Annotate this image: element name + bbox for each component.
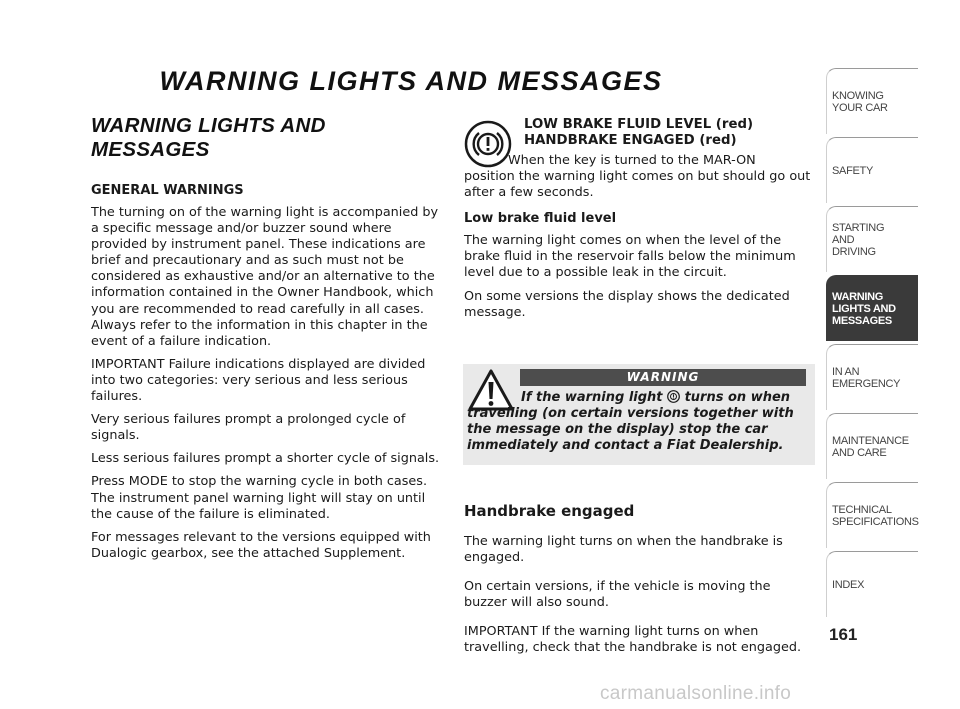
title-line: HANDBRAKE ENGAGED (red) <box>524 133 737 148</box>
warning-text-part: turns on when <box>684 390 791 405</box>
paragraph: Press MODE to stop the warning cycle in both cases. The instrument panel warning light will stay on until the cause of the failure is eliminated. <box>91 474 428 522</box>
section-heading: WARNING LIGHTS AND MESSAGES <box>91 114 326 161</box>
page-number: 161 <box>829 625 858 644</box>
paragraph: Less serious failures prompt a shorter cycle of signals. <box>91 451 440 467</box>
paragraph: For messages relevant to the versions equipped with Dualogic gearbox, see the attached Supplement. <box>91 529 431 561</box>
title-line: LOW BRAKE FLUID LEVEL (red) <box>524 117 754 132</box>
warning-box <box>463 364 815 465</box>
tab-in-an-emergency[interactable]: IN AN EMERGENCY <box>826 344 918 410</box>
tab-technical-specifications[interactable]: TECHNICAL SPECIFICATIONS <box>826 482 918 548</box>
general-warnings-heading: GENERAL WARNINGS <box>91 183 244 198</box>
tab-index[interactable]: INDEX <box>826 551 918 617</box>
low-brake-fluid-heading: Low brake fluid level <box>464 211 617 227</box>
intro-line: When the key is turned to the MAR-ON <box>508 153 756 168</box>
brake-title <box>524 117 816 149</box>
left-column <box>91 114 443 569</box>
paragraph: IMPORTANT If the warning light turns on when travelling, check that the handbrake is not engaged. <box>464 624 802 656</box>
watermark: carmanualsonline.info <box>600 683 792 704</box>
paragraph: On some versions the display shows the dedicated message. <box>464 288 790 320</box>
warning-text-part: If the warning light <box>521 390 663 405</box>
paragraph: The turning on of the warning light is accompanied by a specific message and/or buzzer sound where provided by instrument panel. These indications are brief and precautionary and as such must not be considered as exhaustive and/or an alternative to the information contained in the Owner Handbook, which you are recommended to read carefully in all cases. Always refer to the information in this chapter in the event of a failure indication. <box>91 205 439 349</box>
page-title: WARNING LIGHTS AND MESSAGES <box>159 66 663 96</box>
handbrake-section <box>464 488 816 669</box>
paragraph: IMPORTANT Failure indications displayed are divided into two categories: very serious and less serious failures. <box>91 356 426 405</box>
tab-safety[interactable]: SAFETY <box>826 137 918 203</box>
tab-maintenance-and-care[interactable]: MAINTENANCE AND CARE <box>826 413 918 479</box>
paragraph: The warning light turns on when the handbrake is engaged. <box>464 534 783 566</box>
brake-inline-icon <box>667 390 680 403</box>
tab-warning-lights-and-messages[interactable]: WARNING LIGHTS AND MESSAGES <box>826 275 918 341</box>
handbrake-heading: Handbrake engaged <box>464 501 635 520</box>
warning-text <box>467 390 807 454</box>
tab-starting-and-driving[interactable]: STARTING AND DRIVING <box>826 206 918 272</box>
paragraph: Very serious failures prompt a prolonged cycle of signals. <box>91 412 406 444</box>
paragraph: The warning light comes on when the level of the brake fluid in the reservoir falls below the minimum level due to a possible leak in the circuit. <box>464 233 796 281</box>
paragraph: On certain versions, if the vehicle is moving the buzzer will also sound. <box>464 579 771 611</box>
intro-line: position the warning light comes on but should go out after a few seconds. <box>464 169 811 201</box>
tab-knowing-your-car[interactable]: KNOWING YOUR CAR <box>826 68 918 134</box>
right-column <box>464 117 816 328</box>
warning-label: WARNING <box>520 369 806 386</box>
warning-text-part: travelling (on certain versions together with the message on the display) stop the car immediately and contact a Fiat Dealership. <box>467 406 794 453</box>
